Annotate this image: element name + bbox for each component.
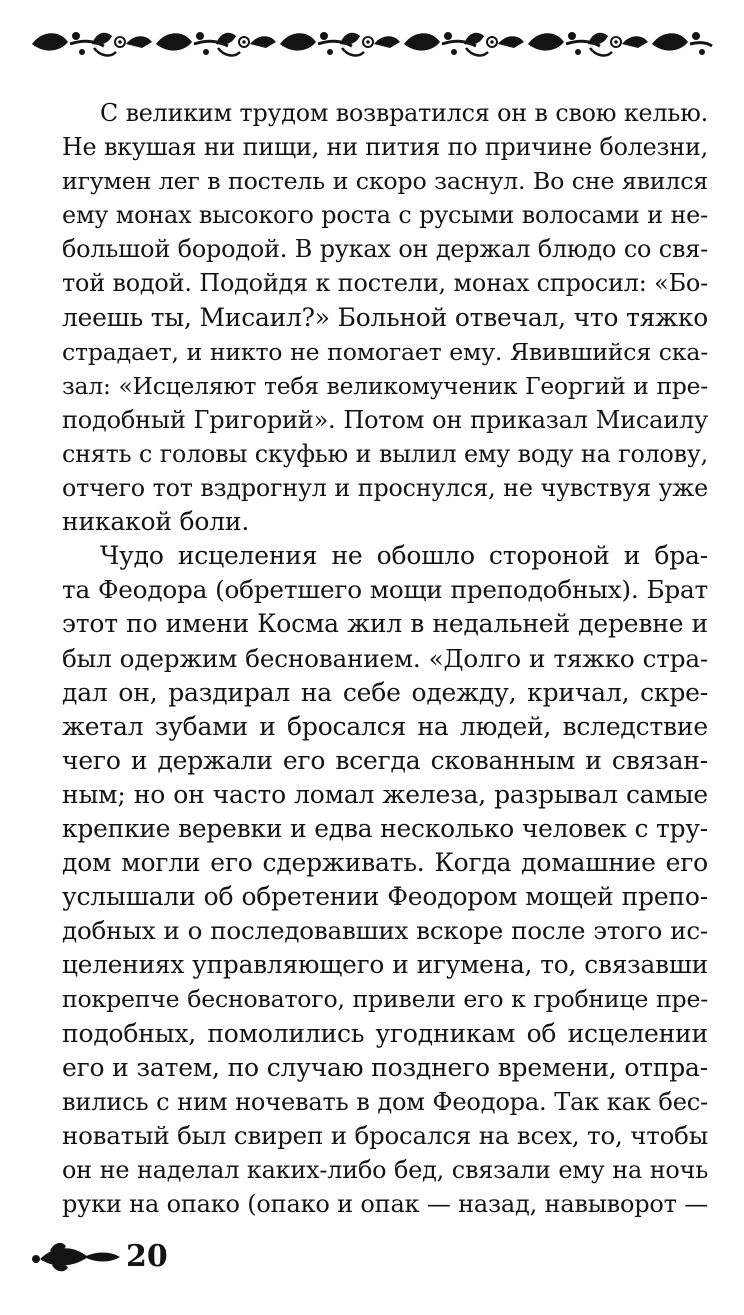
- text-line: снять с головы скуфью и вылил ему воду на голову,: [62, 439, 708, 468]
- text-line: жетал зубами и бросался на людей, вследствие: [62, 711, 708, 741]
- text-line: подобный Григорий». Потом он приказал Мисаилу: [62, 405, 708, 434]
- text-line: этот по имени Косма жил в недальней деревне и: [62, 609, 708, 639]
- text-line: зал: «Исцеляют тебя великомученик Георгий и пре-: [62, 371, 708, 400]
- text-line: новатый был свиреп и бросался на всех, то, чтобы: [62, 1120, 708, 1150]
- floral-border-ornament: [30, 22, 714, 66]
- text-line: никакой боли.: [62, 507, 250, 537]
- text-line: подобных, помолились угодникам об исцелении: [62, 1018, 708, 1048]
- text-line: игумен лег в постель и скоро заснул. Во сне явился: [62, 167, 708, 196]
- text-line: дал он, раздирал на себе одежду, кричал, скре-: [62, 677, 708, 707]
- text-line: страдает, и никто не помогает ему. Явившийся ска-: [62, 337, 708, 366]
- text-line: отчего тот вздрогнул и проснулся, не чувствуя уже: [62, 474, 708, 503]
- text-line: он не наделал каких-либо бед, связали ему на ночь: [62, 1155, 708, 1184]
- text-line: крепкие веревки и едва несколько человек с тру-: [62, 813, 708, 843]
- text-line: услышали об обретении Феодором мощей препо-: [62, 882, 708, 912]
- text-line: дом могли его сдерживать. Когда домашние его: [62, 848, 708, 878]
- text-line: ным; но он часто ломал железа, разрывал самые: [62, 779, 708, 809]
- text-line: целениях управляющего и игумена, то, связавши: [62, 950, 708, 980]
- text-line: был одержим беснованием. «Долго и тяжко стра-: [62, 643, 708, 673]
- page-footer: [30, 1236, 168, 1276]
- text-line: леешь ты, Мисаил?» Больной отвечал, что тяжко: [62, 302, 708, 332]
- text-line: ему монах высокого роста с русыми волосами и не-: [62, 201, 708, 230]
- text-line: добных и о последовавших вскоре после этого ис-: [62, 916, 708, 946]
- text-line: Не вкушая ни пищи, ни пития по причине болезни,: [62, 133, 708, 162]
- text-line: большой бородой. В руках он держал блюдо со свя-: [62, 235, 708, 264]
- text-line: вились с ним ночевать в дом Феодора. Так как бес-: [62, 1087, 708, 1116]
- leaf-ornament: [30, 1239, 122, 1273]
- body-text: [62, 96, 708, 1221]
- text-line: та Феодора (обретшего мощи преподобных). Брат: [62, 575, 708, 605]
- text-line: чего и держали его всегда скованным и связан-: [62, 745, 708, 775]
- text-line: руки на опако (опако и опак — назад, навыворот —: [62, 1190, 708, 1218]
- text-line: покрепче бесноватого, привели его к гробнице пре-: [62, 985, 708, 1014]
- text-line: Чудо исцеления не обошло стороной и бра-: [100, 541, 708, 571]
- page-number: 20: [126, 1238, 168, 1274]
- text-line: С великим трудом возвратился он в свою келью.: [100, 99, 708, 127]
- text-line: той водой. Подойдя к постели, монах спросил: «Бо-: [62, 269, 708, 298]
- text-line: его и затем, по случаю позднего времени, отпра-: [62, 1052, 708, 1082]
